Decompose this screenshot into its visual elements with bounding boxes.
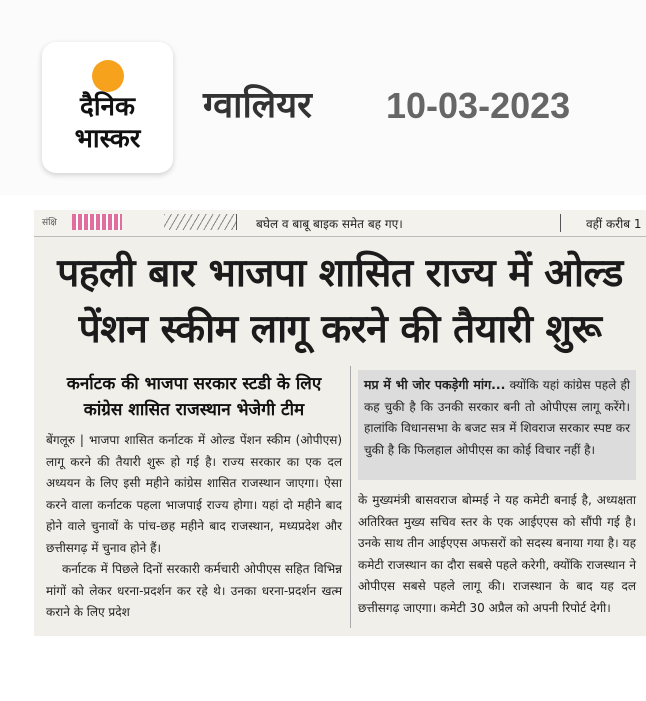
- strip-text-center: बघेल व बाबू बाइक समेत बह गए।: [256, 217, 403, 231]
- previous-article-strip: [34, 210, 646, 237]
- column-divider: [560, 214, 561, 232]
- newspaper-clipping: [34, 210, 646, 636]
- left-paragraph-2: कर्नाटक में पिछले दिनों सरकारी कर्मचारी ओपीएस सहित विभिन्न मांगों को लेकर धरना-प्रदर्शन कर रहे थे। उनका धरना-प्रदर्शन खत्म कराने के लिए प्रदेश: [46, 562, 342, 619]
- headline-line1: पहली बार भाजपा शासित राज्य में ओल्ड: [57, 251, 623, 296]
- strip-hatch-fragment: [164, 214, 237, 230]
- strip-text-right: वहीं करीब 1: [586, 217, 642, 231]
- logo-line2: भास्कर: [74, 124, 141, 154]
- sidebar-body: क्योंकि यहां कांग्रेस पहले ही कह चुकी है कि उनकी सरकार बनी तो ओपीएस लागू करेंगे। हालांकि विधानसभा के बजट सत्र में शिवराज सरकार स्पष्ट कर चुकी है कि फिलहाल ओपीएस का कोई विचार नहीं है।: [364, 378, 630, 457]
- subheadline-line1: कर्नाटक की भाजपा सरकार स्टडी के लिए: [66, 374, 322, 394]
- dainik-bhaskar-logo: [42, 42, 173, 173]
- right-paragraph: के मुख्यमंत्री बासवराज बोम्मई ने यह कमेटी बनाई है, अध्यक्षता अतिरिक्त मुख्य सचिव स्तर के एक आईएएस को सौंपी गई है। उनके साथ तीन आईएएस अफसरों को सदस्य बनाया गया है। यह कमेटी राजस्थान का दौरा सबसे पहले करेगी, क्योंकि राजस्थान ने ओपीएस सबसे पहले लागू की। राजस्थान के बाद यह दल छत्तीसगढ़ जाएगा। कमेटी 30 अप्रैल को अपनी रिपोर्ट देगी।: [358, 493, 636, 615]
- city-name: ग्वालियर: [203, 85, 312, 126]
- page-header: [0, 0, 646, 195]
- mp-sidebar-box: [358, 370, 636, 480]
- logo-line1: दैनिक: [80, 92, 135, 122]
- right-column: [358, 490, 636, 619]
- edition-date: 10-03-2023: [386, 85, 571, 126]
- strip-image-fragment: [72, 214, 122, 230]
- headline-line2: पेंशन स्कीम लागू करने की तैयारी शुरू: [78, 307, 602, 352]
- column-rule: [350, 366, 351, 628]
- sidebar-lead: मप्र में भी जोर पकड़ेगी मांग...: [364, 377, 506, 392]
- left-column: [46, 430, 342, 624]
- left-paragraph-1: बेंगलूरु | भाजपा शासित कर्नाटक में ओल्ड पेंशन स्कीम (ओपीएस) लागू करने की तैयारी शुरू हो गई है। राज्य सरकार का एक दल अध्ययन के लिए इसी महीने कांग्रेस शासित राजस्थान जाएगा। ऐसा करने वाला कर्नाटक पहला भाजपाई राज्य होगा। यहां दो महीने बाद होने वाले चुनावों के पांच-छह महीने बाद राजस्थान, मध्यप्रदेश और छत्तीसगढ़ में चुनाव होने हैं।: [46, 433, 342, 555]
- sun-icon: [92, 60, 124, 92]
- strip-small-label: संक्षि: [42, 218, 57, 228]
- sidebar-text: [364, 374, 630, 461]
- subheadline-line2: कांग्रेस शासित राजस्थान भेजेगी टीम: [83, 400, 305, 420]
